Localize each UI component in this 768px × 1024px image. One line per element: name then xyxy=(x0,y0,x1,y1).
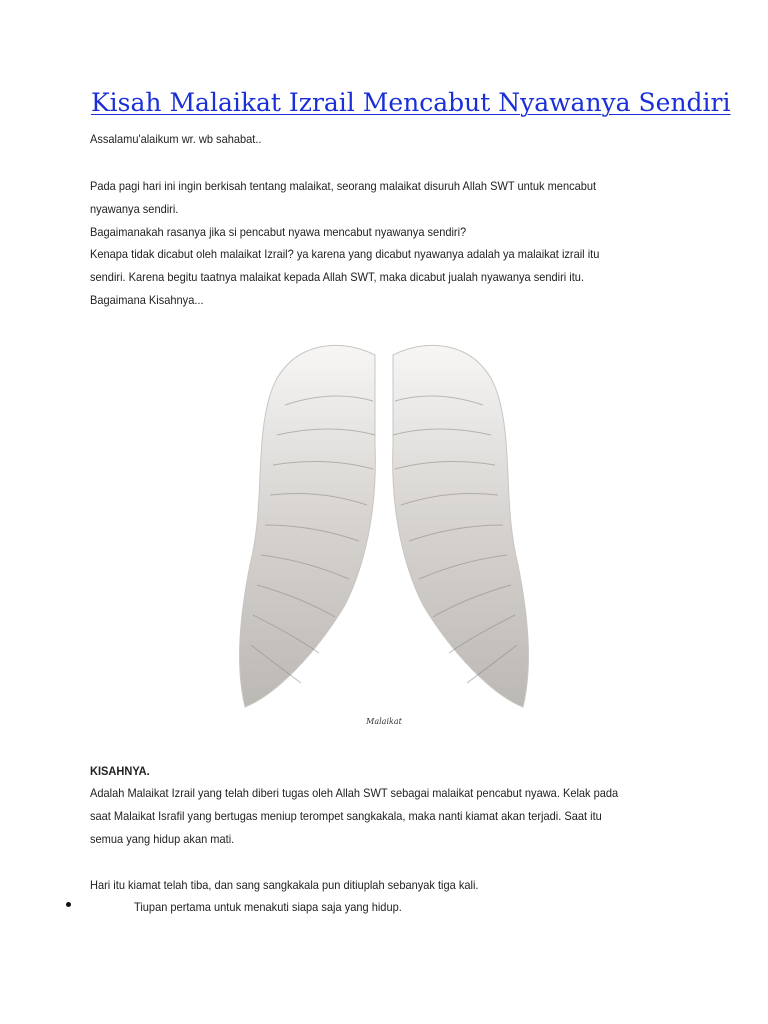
image-caption: Malaikat xyxy=(366,717,402,726)
right-wing xyxy=(393,345,529,707)
intro-line: Bagaimana Kisahnya... xyxy=(90,293,204,307)
intro-line: sendiri. Karena begitu taatnya malaikat kepada Allah SWT, maka dicabut jualah nyawanya sendiri itu. xyxy=(90,270,585,284)
bullet-item: Tiupan pertama untuk menakuti siapa saja yang hidup. xyxy=(134,900,402,914)
left-wing xyxy=(240,345,376,707)
story-line: semua yang hidup akan mati. xyxy=(90,832,235,846)
article-title-link[interactable]: Kisah Malaikat Izrail Mencabut Nyawanya Sendiri xyxy=(91,88,731,117)
greeting-text: Assalamu'alaikum wr. wb sahabat.. xyxy=(90,132,262,146)
intro-line: Pada pagi hari ini ingin berkisah tentang malaikat, seorang malaikat disuruh Allah SWT untuk mencabut xyxy=(90,179,597,193)
story-line: Hari itu kiamat telah tiba, dan sang sangkakala pun ditiuplah sebanyak tiga kali. xyxy=(90,878,479,892)
story-line: saat Malaikat Israfil yang bertugas meniup terompet sangkakala, maka nanti kiamat akan terjadi. Saat itu xyxy=(90,809,602,823)
intro-line: nyawanya sendiri. xyxy=(90,202,179,216)
story-line: Adalah Malaikat Izrail yang telah diberi tugas oleh Allah SWT sebagai malaikat pencabut nyawa. Kelak pada xyxy=(90,786,619,800)
section-heading: KISAHNYA. xyxy=(90,764,150,778)
bullet-dot-icon xyxy=(66,902,71,907)
angel-wings-image xyxy=(225,335,543,713)
intro-line: Bagaimanakah rasanya jika si pencabut nyawa mencabut nyawanya sendiri? xyxy=(90,225,467,239)
intro-line: Kenapa tidak dicabut oleh malaikat Izrail? ya karena yang dicabut nyawanya adalah ya malaikat izrail itu xyxy=(90,247,600,261)
